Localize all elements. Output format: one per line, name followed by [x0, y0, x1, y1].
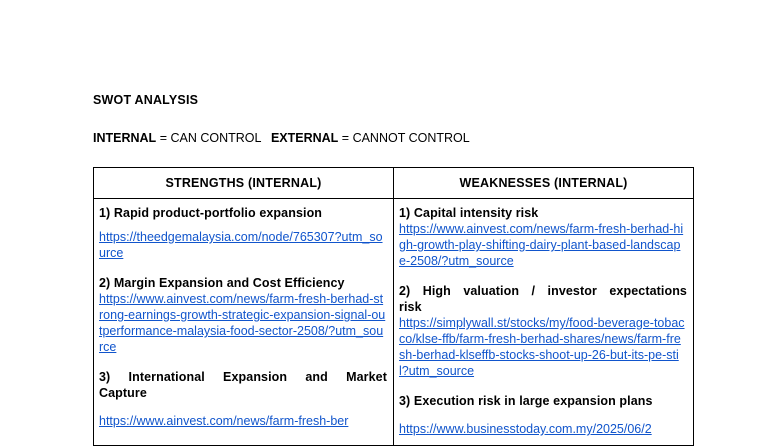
legend-internal-value: = CAN CONTROL	[159, 131, 262, 145]
table-row	[94, 199, 694, 446]
strength-link-2[interactable]: https://www.ainvest.com/news/farm-fresh-berhad-strong-earnings-growth-strategic-expansion-signal-outperformance-malaysia-food-sector-2508/?utm_source	[99, 292, 386, 354]
weaknesses-header: WEAKNESSES (INTERNAL)	[394, 168, 694, 199]
legend-external-key: EXTERNAL	[270, 131, 339, 145]
strength-link-1[interactable]: https://theedgemalaysia.com/node/765307?utm_source	[99, 230, 383, 260]
table-header-row	[94, 168, 694, 199]
strength-heading-1: 1) Rapid product-portfolio expansion	[99, 206, 323, 220]
page-title: SWOT ANALYSIS	[93, 93, 199, 107]
strength-heading-3: 3) International Expansion and Market Capture	[99, 370, 387, 400]
strength-link-3[interactable]: https://www.ainvest.com/news/farm-fresh-ber	[99, 414, 349, 428]
strengths-header: STRENGTHS (INTERNAL)	[94, 168, 394, 199]
control-legend	[93, 131, 470, 145]
legend-internal-key: INTERNAL	[93, 131, 157, 145]
legend-external-value: = CANNOT CONTROL	[341, 131, 470, 145]
strengths-cell	[94, 199, 394, 446]
weaknesses-cell	[394, 199, 694, 446]
strength-heading-2: 2) Margin Expansion and Cost Efficiency	[99, 276, 345, 290]
weakness-link-2[interactable]: https://simplywall.st/stocks/my/food-beverage-tobacco/klse-ffb/farm-fresh-berhad-shares/news/farm-fresh-berhad-klseffb-stocks-shoot-up-26-but-its-pe-stil?utm_source	[399, 316, 685, 378]
swot-table	[93, 167, 694, 446]
weakness-link-1[interactable]: https://www.ainvest.com/news/farm-fresh-berhad-high-growth-play-shifting-dairy-plant-based-landscape-2508/?utm_source	[399, 222, 684, 268]
weakness-heading-3: 3) Execution risk in large expansion plans	[399, 394, 653, 408]
weakness-heading-1: 1) Capital intensity risk	[399, 206, 539, 220]
weakness-heading-2: 2) High valuation / investor expectations risk	[399, 284, 687, 314]
weakness-link-3[interactable]: https://www.businesstoday.com.my/2025/06/2	[399, 422, 652, 436]
